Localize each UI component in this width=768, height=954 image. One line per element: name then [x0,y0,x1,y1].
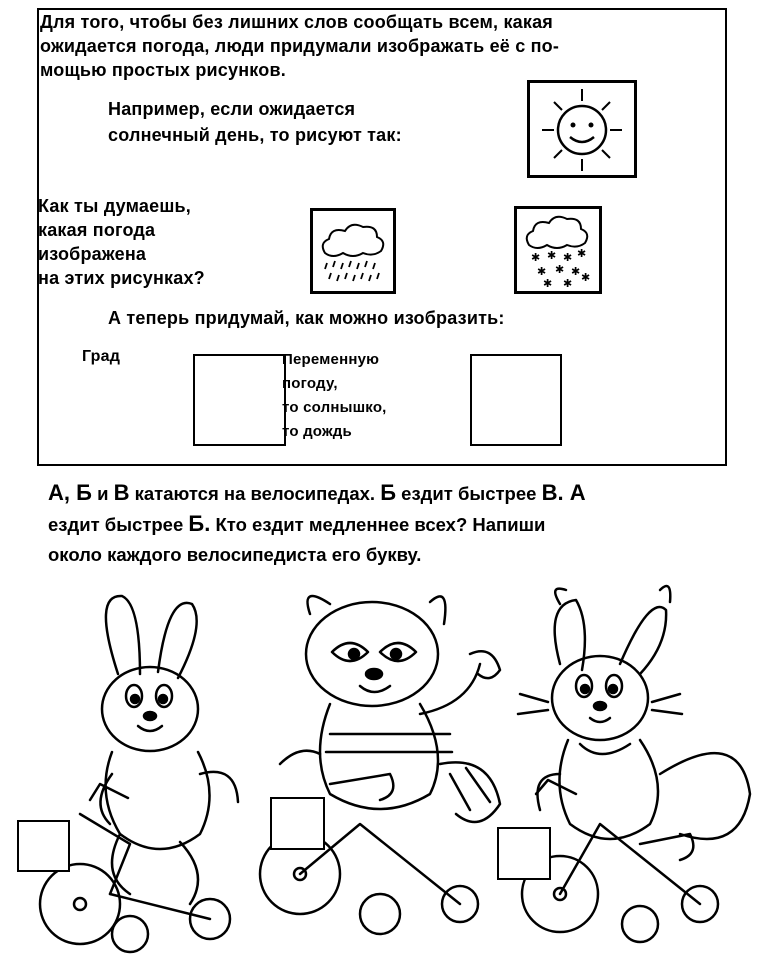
raccoon-cyclist [306,596,500,822]
hail-label: Град [82,348,121,365]
intro-text: Для того, чтобы без лишних слов сообщать всем, какая ожидается погода, люди придумали изображать её с по- мощью простых рисунков. [40,12,560,80]
variable-weather-label: Переменную погоду, то солнышко, то дождь [282,351,387,440]
svg-text:✱: ✱ [537,265,547,278]
rain-picture [310,208,396,294]
svg-text:✱: ✱ [571,265,581,278]
svg-text:✱: ✱ [543,277,553,290]
svg-text:✱: ✱ [577,247,587,260]
question-text: Как ты думаешь, какая погода изображена на этих рисунках? [38,196,205,288]
sun-icon [530,83,634,175]
cyclists-illustration [0,574,768,954]
svg-text:✱: ✱ [563,277,573,290]
bunny-answer-box[interactable] [17,820,70,872]
svg-text:✱: ✱ [555,263,565,276]
svg-text:✱: ✱ [581,271,591,284]
bike-riddle-text: А, Б и В катаются на велосипедах. Б ездит быстрее В. А ездит быстрее Б. Кто ездит медленнее всех? Напиши около каждого велосипедиста его букву. [48,480,586,565]
squirrel-cyclist [518,586,750,839]
sun-picture [527,80,637,178]
bunny-cyclist [100,596,238,904]
raccoon-answer-box[interactable] [270,797,325,850]
squirrel-bike [522,780,718,942]
svg-text:✱: ✱ [547,249,557,262]
example-text: Например, если ожидается солнечный день, то рисуют так: [108,99,402,145]
svg-text:✱: ✱ [563,251,573,264]
variable-weather-drawing-box[interactable] [470,354,562,446]
invent-prompt: А теперь придумай, как можно изобразить: [108,308,505,328]
hail-drawing-box[interactable] [193,354,286,446]
snow-picture [514,206,602,294]
svg-text:✱: ✱ [531,251,541,264]
rain-cloud-icon [313,211,393,291]
snow-cloud-icon [517,209,599,291]
squirrel-answer-box[interactable] [497,827,551,880]
